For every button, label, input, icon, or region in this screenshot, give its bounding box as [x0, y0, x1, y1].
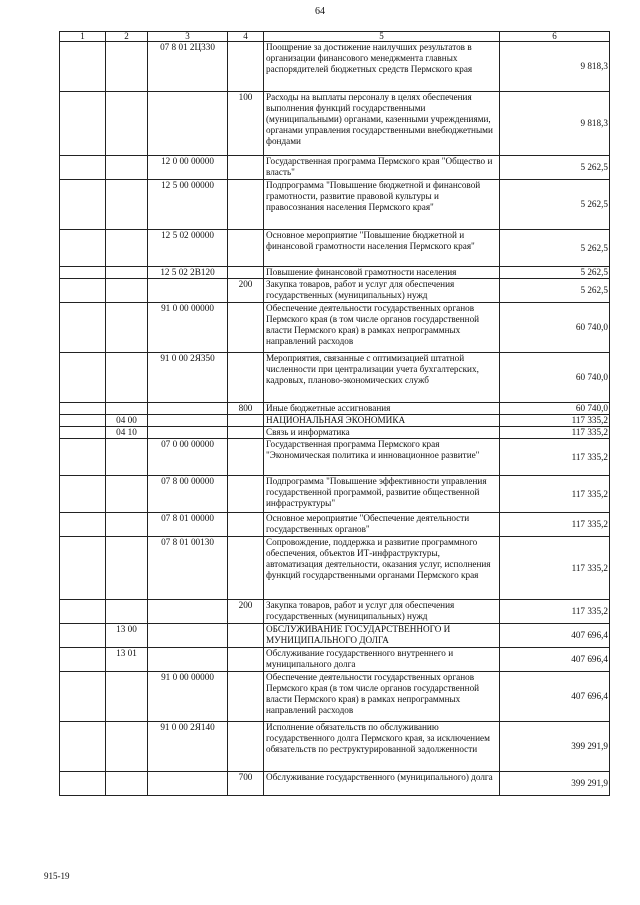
target-article-cell	[148, 648, 228, 672]
amount-cell: 407 696,4	[500, 624, 610, 648]
expense-type-cell	[228, 648, 264, 672]
table-row	[60, 476, 610, 513]
budget-table	[59, 31, 610, 796]
target-article-cell: 91 0 00 2Я350	[148, 353, 228, 403]
section-code-cell	[106, 92, 148, 156]
empty-cell	[60, 353, 106, 403]
expense-type-cell: 700	[228, 772, 264, 796]
amount-cell: 9 818,3	[500, 92, 610, 156]
empty-cell	[60, 772, 106, 796]
target-article-cell: 07 8 01 2Ц330	[148, 42, 228, 92]
expense-type-cell	[228, 180, 264, 230]
section-code-cell	[106, 42, 148, 92]
expense-type-cell	[228, 624, 264, 648]
target-article-cell: 12 5 02 2В120	[148, 267, 228, 279]
target-article-cell: 12 5 02 00000	[148, 230, 228, 267]
section-code-cell	[106, 537, 148, 600]
empty-cell	[60, 427, 106, 439]
amount-cell: 117 335,2	[500, 513, 610, 537]
target-article-cell: 07 8 00 00000	[148, 476, 228, 513]
expense-type-cell	[228, 672, 264, 722]
expense-type-cell: 200	[228, 600, 264, 624]
amount-cell: 117 335,2	[500, 600, 610, 624]
empty-cell	[60, 403, 106, 415]
section-code-cell	[106, 267, 148, 279]
header-cell-5: 5	[264, 32, 500, 42]
amount-cell: 5 262,5	[500, 180, 610, 230]
empty-cell	[60, 156, 106, 180]
empty-cell	[60, 600, 106, 624]
description-cell: Основное мероприятие "Повышение бюджетной и финансовой грамотности населения Пермского края"	[264, 230, 500, 267]
expense-type-cell: 800	[228, 403, 264, 415]
amount-cell: 407 696,4	[500, 648, 610, 672]
amount-cell: 5 262,5	[500, 230, 610, 267]
target-article-cell	[148, 600, 228, 624]
amount-cell: 117 335,2	[500, 476, 610, 513]
target-article-cell: 07 0 00 00000	[148, 439, 228, 476]
amount-cell: 5 262,5	[500, 156, 610, 180]
section-code-cell	[106, 230, 148, 267]
header-row	[60, 32, 610, 42]
amount-cell: 60 740,0	[500, 353, 610, 403]
table-row	[60, 403, 610, 415]
section-code-cell	[106, 303, 148, 353]
target-article-cell	[148, 92, 228, 156]
table-row	[60, 92, 610, 156]
empty-cell	[60, 303, 106, 353]
description-cell: Закупка товаров, работ и услуг для обеспечения государственных (муниципальных) нужд	[264, 279, 500, 303]
expense-type-cell	[228, 267, 264, 279]
empty-cell	[60, 180, 106, 230]
expense-type-cell	[228, 537, 264, 600]
section-code-cell	[106, 403, 148, 415]
description-cell: Подпрограмма "Повышение эффективности управления государственной программой, развитие общественной инфраструктуры"	[264, 476, 500, 513]
section-code-cell	[106, 279, 148, 303]
header-cell-2: 2	[106, 32, 148, 42]
description-cell: Подпрограмма "Повышение бюджетной и финансовой грамотности, развитие правовой культуры и правосознания населения Пермского края"	[264, 180, 500, 230]
section-code-cell: 13 01	[106, 648, 148, 672]
section-code-cell	[106, 353, 148, 403]
table-row	[60, 303, 610, 353]
table-row	[60, 427, 610, 439]
amount-cell: 60 740,0	[500, 303, 610, 353]
empty-cell	[60, 267, 106, 279]
header-cell-4: 4	[228, 32, 264, 42]
description-cell: Обслуживание государственного внутреннего и муниципального долга	[264, 648, 500, 672]
section-code-cell	[106, 476, 148, 513]
description-cell: Закупка товаров, работ и услуг для обеспечения государственных (муниципальных) нужд	[264, 600, 500, 624]
amount-cell: 407 696,4	[500, 672, 610, 722]
table-row	[60, 537, 610, 600]
amount-cell: 60 740,0	[500, 403, 610, 415]
description-cell: ОБСЛУЖИВАНИЕ ГОСУДАРСТВЕННОГО И МУНИЦИПАЛЬНОГО ДОЛГА	[264, 624, 500, 648]
section-code-cell: 04 10	[106, 427, 148, 439]
table-row	[60, 42, 610, 92]
table-row	[60, 772, 610, 796]
description-cell: Иные бюджетные ассигнования	[264, 403, 500, 415]
section-code-cell	[106, 772, 148, 796]
target-article-cell	[148, 279, 228, 303]
section-code-cell	[106, 722, 148, 772]
table-row	[60, 513, 610, 537]
expense-type-cell	[228, 156, 264, 180]
target-article-cell: 07 8 01 00130	[148, 537, 228, 600]
table-row	[60, 279, 610, 303]
table-row	[60, 648, 610, 672]
table-row	[60, 230, 610, 267]
empty-cell	[60, 92, 106, 156]
description-cell: Обслуживание государственного (муниципального) долга	[264, 772, 500, 796]
amount-cell: 399 291,9	[500, 772, 610, 796]
table-row	[60, 415, 610, 427]
description-cell: Обеспечение деятельности государственных органов Пермского края (в том числе органов государственной власти Пермского края) в рамках непрограммных направлений расходов	[264, 672, 500, 722]
target-article-cell	[148, 403, 228, 415]
description-cell: Поощрение за достижение наилучших результатов в организации финансового менеджмента главных распорядителей бюджетных средств Пермского края	[264, 42, 500, 92]
section-code-cell	[106, 672, 148, 722]
table-row	[60, 672, 610, 722]
description-cell: Основное мероприятие "Обеспечение деятельности государственных органов"	[264, 513, 500, 537]
table-row	[60, 439, 610, 476]
empty-cell	[60, 415, 106, 427]
target-article-cell: 07 8 01 00000	[148, 513, 228, 537]
table-row	[60, 624, 610, 648]
expense-type-cell	[228, 415, 264, 427]
empty-cell	[60, 537, 106, 600]
description-cell: Расходы на выплаты персоналу в целях обеспечения выполнения функций государственными (муниципальными) органами, казенными учреждениями, органами управления государственными внебюджетными фондами	[264, 92, 500, 156]
target-article-cell	[148, 427, 228, 439]
empty-cell	[60, 648, 106, 672]
empty-cell	[60, 279, 106, 303]
expense-type-cell	[228, 476, 264, 513]
header-cell-1: 1	[60, 32, 106, 42]
section-code-cell	[106, 180, 148, 230]
section-code-cell	[106, 439, 148, 476]
expense-type-cell	[228, 230, 264, 267]
section-code-cell: 04 00	[106, 415, 148, 427]
amount-cell: 399 291,9	[500, 722, 610, 772]
amount-cell: 9 818,3	[500, 42, 610, 92]
expense-type-cell	[228, 513, 264, 537]
expense-type-cell	[228, 427, 264, 439]
target-article-cell: 12 0 00 00000	[148, 156, 228, 180]
target-article-cell: 91 0 00 00000	[148, 672, 228, 722]
empty-cell	[60, 722, 106, 772]
empty-cell	[60, 42, 106, 92]
empty-cell	[60, 439, 106, 476]
table-row	[60, 267, 610, 279]
empty-cell	[60, 624, 106, 648]
amount-cell: 5 262,5	[500, 279, 610, 303]
target-article-cell: 91 0 00 00000	[148, 303, 228, 353]
amount-cell: 5 262,5	[500, 267, 610, 279]
target-article-cell: 12 5 00 00000	[148, 180, 228, 230]
description-cell: Государственная программа Пермского края "Общество и власть"	[264, 156, 500, 180]
empty-cell	[60, 230, 106, 267]
table-row	[60, 156, 610, 180]
expense-type-cell	[228, 42, 264, 92]
description-cell: НАЦИОНАЛЬНАЯ ЭКОНОМИКА	[264, 415, 500, 427]
header-cell-6: 6	[500, 32, 610, 42]
expense-type-cell	[228, 353, 264, 403]
target-article-cell	[148, 772, 228, 796]
header-cell-3: 3	[148, 32, 228, 42]
expense-type-cell: 100	[228, 92, 264, 156]
amount-cell: 117 335,2	[500, 439, 610, 476]
amount-cell: 117 335,2	[500, 415, 610, 427]
expense-type-cell	[228, 439, 264, 476]
empty-cell	[60, 672, 106, 722]
description-cell: Исполнение обязательств по обслуживанию государственного долга Пермского края, за исключением обязательств по реструктурированной задолженности	[264, 722, 500, 772]
section-code-cell	[106, 600, 148, 624]
target-article-cell	[148, 624, 228, 648]
expense-type-cell	[228, 722, 264, 772]
expense-type-cell	[228, 303, 264, 353]
table-row	[60, 180, 610, 230]
section-code-cell	[106, 156, 148, 180]
table-row	[60, 600, 610, 624]
description-cell: Обеспечение деятельности государственных органов Пермского края (в том числе органов государственной власти Пермского края) в рамках непрограммных направлений расходов	[264, 303, 500, 353]
description-cell: Мероприятия, связанные с оптимизацией штатной численности при централизации учета бухгалтерских, кадровых, планово-экономических служб	[264, 353, 500, 403]
expense-type-cell: 200	[228, 279, 264, 303]
description-cell: Повышение финансовой грамотности населения	[264, 267, 500, 279]
footer-code: 915-19	[44, 871, 70, 881]
target-article-cell	[148, 415, 228, 427]
page-number: 64	[315, 6, 325, 17]
amount-cell: 117 335,2	[500, 427, 610, 439]
description-cell: Связь и информатика	[264, 427, 500, 439]
empty-cell	[60, 476, 106, 513]
target-article-cell: 91 0 00 2Я140	[148, 722, 228, 772]
description-cell: Сопровождение, поддержка и развитие программного обеспечения, объектов ИТ-инфраструктуры, автоматизация деятельности, оказания услуг, исполнения функций государственными органами Пермского края	[264, 537, 500, 600]
section-code-cell: 13 00	[106, 624, 148, 648]
empty-cell	[60, 513, 106, 537]
description-cell: Государственная программа Пермского края "Экономическая политика и инновационное развитие"	[264, 439, 500, 476]
table-row	[60, 353, 610, 403]
section-code-cell	[106, 513, 148, 537]
table-row	[60, 722, 610, 772]
amount-cell: 117 335,2	[500, 537, 610, 600]
